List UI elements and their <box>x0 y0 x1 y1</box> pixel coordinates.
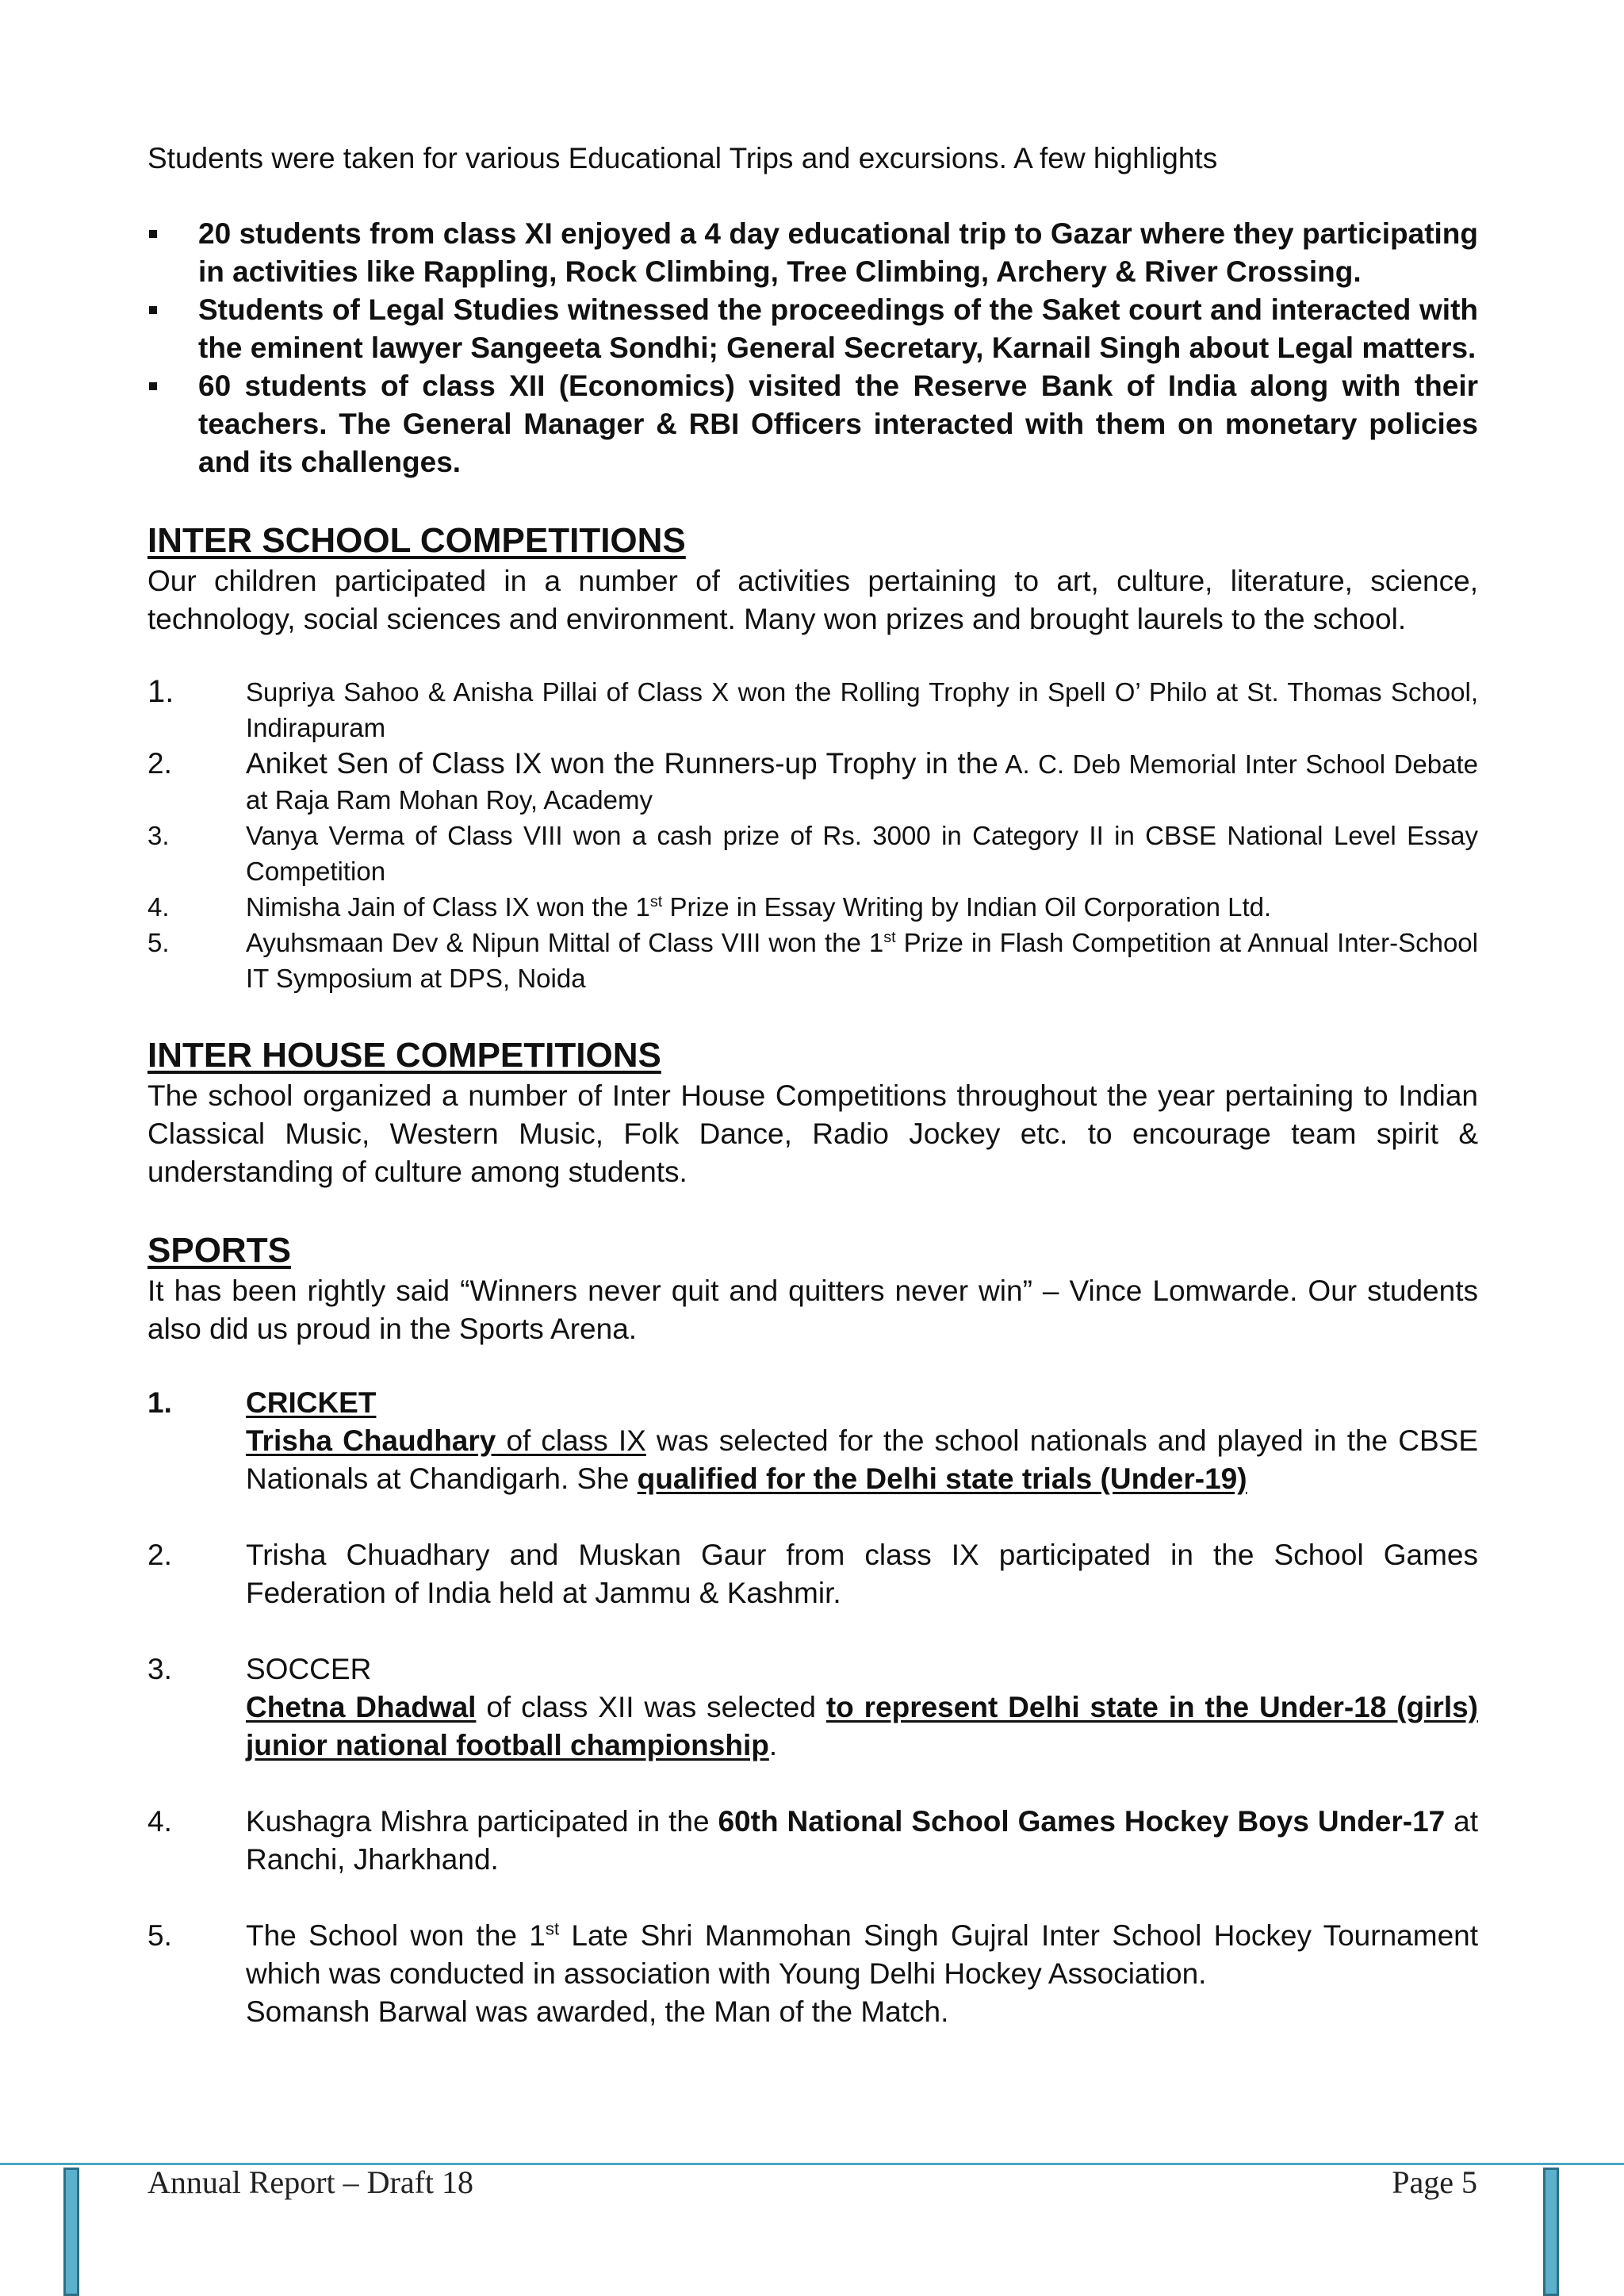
item-text: The School won the 1 <box>246 1919 546 1952</box>
item-text: Somansh Barwal was awarded, the Man of the Match. <box>246 1995 949 2028</box>
trips-intro: Students were taken for various Educational Trips and excursions. A few highlights <box>147 142 1218 174</box>
item-text: Aniket Sen of Class IX won the Runners-up Trophy in the <box>246 747 998 780</box>
ordinal-suffix: st <box>649 893 663 910</box>
list-item <box>147 889 1478 925</box>
achievement: to represent Delhi state in the Under-18 (girls) junior national football championship <box>246 1691 1478 1761</box>
item-text: Supriya Sahoo & Anisha Pillai of Class X won the Rolling Trophy in Spell O’ Philo at St. Thomas School, Indirapuram <box>246 677 1478 742</box>
item-number: 4. <box>147 1805 172 1838</box>
item-text: Nimisha Jain of Class IX won the 1 <box>246 892 650 922</box>
inter-house-heading: INTER HOUSE COMPETITIONS <box>147 1036 661 1075</box>
footer-title: Annual Report – Draft 18 <box>147 2164 474 2200</box>
list-item <box>147 1384 1478 1498</box>
item-text: Ayuhsmaan Dev & Nipun Mittal of Class VIII won the 1 <box>246 928 884 957</box>
item-number: 5. <box>147 1919 172 1952</box>
item-number: 3. <box>147 821 170 850</box>
list-item <box>147 925 1478 996</box>
item-text: Trisha Chuadhary and Muskan Gaur from class IX participated in the School Games Federation of India held at Jammu & Kashmir. <box>246 1539 1478 1609</box>
item-number: 5. <box>147 928 170 957</box>
list-item: 60 students of class XII (Economics) visited the Reserve Bank of India along with their teachers. The General Manager & RBI Officers interacted with them on monetary policies and its challenges. <box>147 367 1478 481</box>
sports-paragraph: It has been rightly said “Winners never quit and quitters never win” – Vince Lomwarde. Our students also did us proud in the Sports Arena. <box>147 1274 1478 1345</box>
item-title: CRICKET <box>246 1386 377 1419</box>
list-item: Students of Legal Studies witnessed the proceedings of the Saket court and interacted with the eminent lawyer Sangeeta Sondhi; General Secretary, Karnail Singh about Legal matters. <box>147 291 1478 367</box>
event-name: 60th National School Games Hockey Boys Under-17 <box>718 1805 1446 1838</box>
list-item <box>147 818 1478 889</box>
item-number: 1. <box>147 1386 172 1419</box>
sports-heading: SPORTS <box>147 1231 291 1270</box>
footer-right-bar <box>1543 2168 1559 2296</box>
item-number: 2. <box>147 747 172 780</box>
list-item <box>147 1917 1478 2031</box>
list-item: 20 students from class XI enjoyed a 4 day educational trip to Gazar where they participating in activities like Rappling, Rock Climbing, Tree Climbing, Archery & River Crossing. <box>147 215 1478 291</box>
inter-house-paragraph: The school organized a number of Inter House Competitions throughout the year pertaining to Indian Classical Music, Western Music, Folk Dance, Radio Jockey etc. to encourage team spirit & understanding of culture among students. <box>147 1079 1478 1188</box>
achievement: qualified for the Delhi state trials (Under-19) <box>637 1462 1247 1495</box>
footer-left-bar <box>63 2168 79 2296</box>
item-text: Prize in Essay Writing by Indian Oil Corporation Ltd. <box>662 892 1272 922</box>
page-number: Page 5 <box>1392 2164 1477 2200</box>
item-text: Kushagra Mishra participated in the <box>246 1805 718 1838</box>
item-text: A. C. Deb Memorial Inter School Debate at Raja Ram Mohan Roy, Academy <box>246 749 1478 815</box>
list-item <box>147 674 1478 746</box>
item-text: at Ranchi, Jharkhand. <box>246 1805 1479 1876</box>
list-item <box>147 1650 1478 1765</box>
ordinal-suffix: st <box>545 1918 560 1939</box>
student-name: Chetna Dhadwal <box>246 1691 477 1723</box>
sports-list <box>147 1384 1478 2031</box>
item-number: 4. <box>147 892 170 922</box>
ordinal-suffix: st <box>883 929 896 946</box>
list-item <box>147 1536 1478 1612</box>
item-title: SOCCER <box>246 1653 372 1685</box>
item-text: . <box>768 1729 778 1761</box>
inter-school-paragraph: Our children participated in a number of activities pertaining to art, culture, literature, science, technology, social sciences and environment. Many won prizes and brought laurels to the school. <box>147 565 1478 635</box>
item-number: 3. <box>147 1653 172 1685</box>
inter-school-list <box>147 674 1478 996</box>
item-number: 2. <box>147 1539 172 1571</box>
page-content <box>147 140 1478 2069</box>
item-number: 1. <box>147 674 174 709</box>
list-item <box>147 746 1478 818</box>
student-class: of class IX <box>496 1424 646 1457</box>
item-text: Late Shri Manmohan Singh Gujral Inter School Hockey Tournament which was conducted in association with Young Delhi Hockey Association. <box>246 1919 1478 1990</box>
list-item <box>147 1803 1478 1879</box>
item-text: Vanya Verma of Class VIII won a cash prize of Rs. 3000 in Category II in CBSE National Level Essay Competition <box>246 821 1478 886</box>
trips-list <box>147 215 1478 481</box>
item-text: of class XII was selected <box>476 1691 826 1723</box>
item-text: was selected for the school nationals and played in the CBSE Nationals at Chandigarh. She <box>246 1424 1478 1495</box>
inter-school-heading: INTER SCHOOL COMPETITIONS <box>147 521 686 560</box>
student-name: Trisha Chaudhary <box>246 1424 496 1457</box>
item-text: Prize in Flash Competition at Annual Inter-School IT Symposium at DPS, Noida <box>246 928 1478 993</box>
